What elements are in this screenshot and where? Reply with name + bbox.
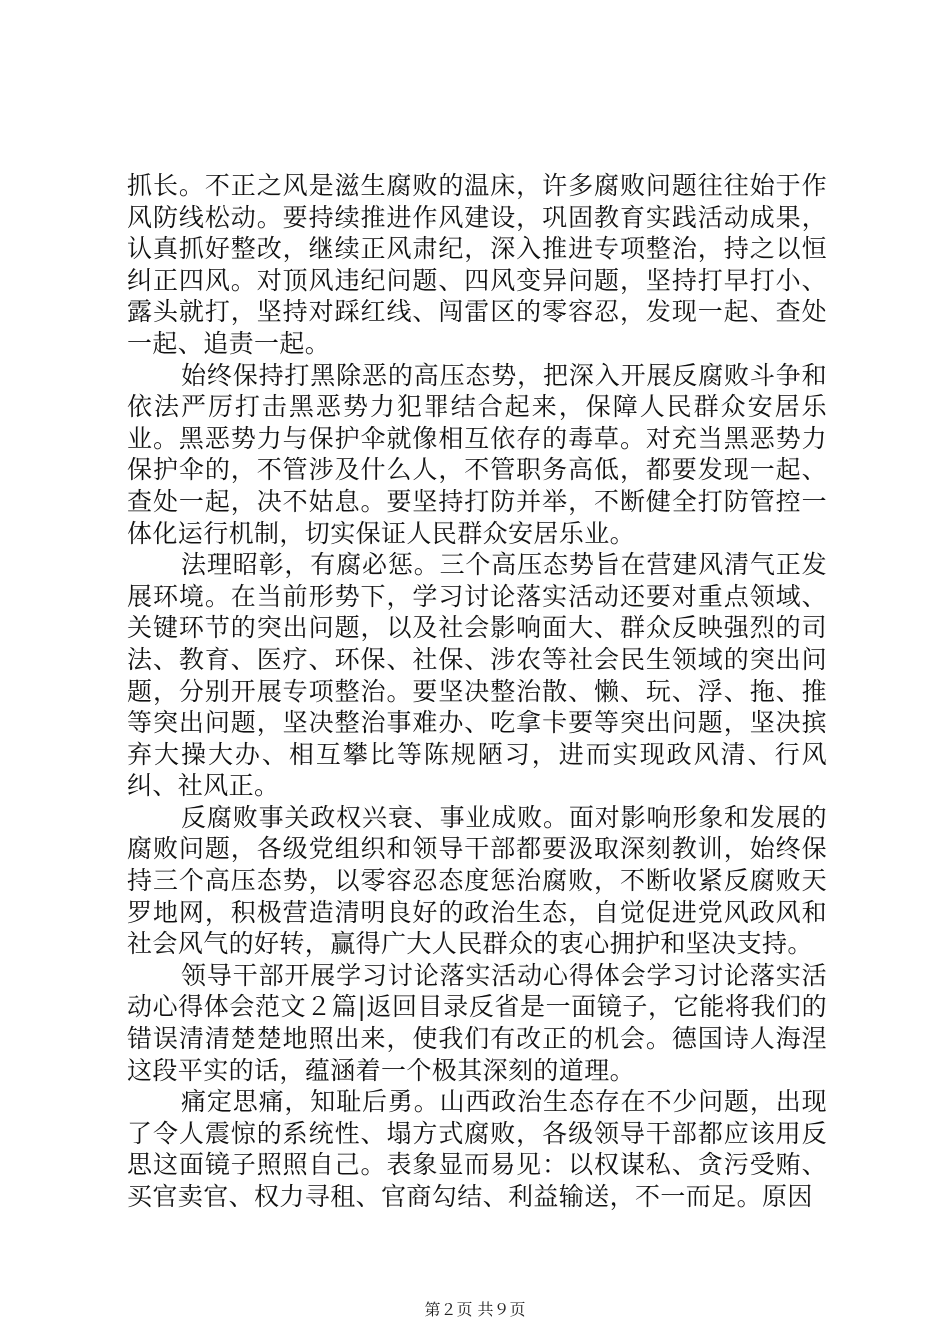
document-body <box>127 170 827 1213</box>
page-footer <box>0 1300 950 1320</box>
paragraph: 领导干部开展学习讨论落实活动心得体会学习讨论落实活动心得体会范文２篇|返回目录反省是一面镜子，它能将我们的错误清清楚楚地照出来，使我们有改正的机会。德国诗人海涅这段平实的话，蕴涵着一个极其深刻的道理。 <box>127 960 827 1085</box>
paragraph: 始终保持打黑除恶的高压态势，把深入开展反腐败斗争和依法严厉打击黑恶势力犯罪结合起来，保障人民群众安居乐业。黑恶势力与保护伞就像相互依存的毒草。对充当黑恶势力保护伞的，不管涉及什么人，不管职务高低，都要发现一起、查处一起，决不姑息。要坚持打防并举，不断健全打防管控一体化运行机制，切实保证人民群众安居乐业。 <box>127 360 827 548</box>
paragraph: 抓长。不正之风是滋生腐败的温床，许多腐败问题往往始于作风防线松动。要持续推进作风建设，巩固教育实践活动成果，认真抓好整改，继续正风肃纪，深入推进专项整治，持之以恒纠正四风。对顶风违纪问题、四风变异问题，坚持打早打小、露头就打，坚持对踩红线、闯雷区的零容忍，发现一起、查处一起、追责一起。 <box>127 171 827 358</box>
page-number: 第２页 共９页 <box>424 1300 526 1319</box>
paragraph: 痛定思痛，知耻后勇。山西政治生态存在不少问题，出现了令人震惊的系统性、塌方式腐败，各级领导干部都应该用反思这面镜子照照自己。表象显而易见：以权谋私、贪污受贿、买官卖官、权力寻租、官商勾结、利益输送，不一而足。原因 <box>127 1087 827 1211</box>
paragraph: 法理昭彰，有腐必惩。三个高压态势旨在营建风清气正发展环境。在当前形势下，学习讨论落实活动还要对重点领域、关键环节的突出问题，以及社会影响面大、群众反映强烈的司法、教育、医疗、环保、社保、涉农等社会民生领域的突出问题，分别开展专项整治。要坚决整治散、懒、玩、浮、拖、推等突出问题，坚决整治事难办、吃拿卡要等突出问题，坚决摈弃大操大办、相互攀比等陈规陋习，进而实现政风清、行风纠、社风正。 <box>127 550 827 801</box>
paragraph: 反腐败事关政权兴衰、事业成败。面对影响形象和发展的腐败问题，各级党组织和领导干部都要汲取深刻教训，始终保持三个高压态势，以零容忍态度惩治腐败，不断收紧反腐败天罗地网，积极营造清明良好的政治生态，自觉促进党风政风和社会风气的好转，赢得广大人民群众的衷心拥护和坚决支持。 <box>127 802 827 959</box>
